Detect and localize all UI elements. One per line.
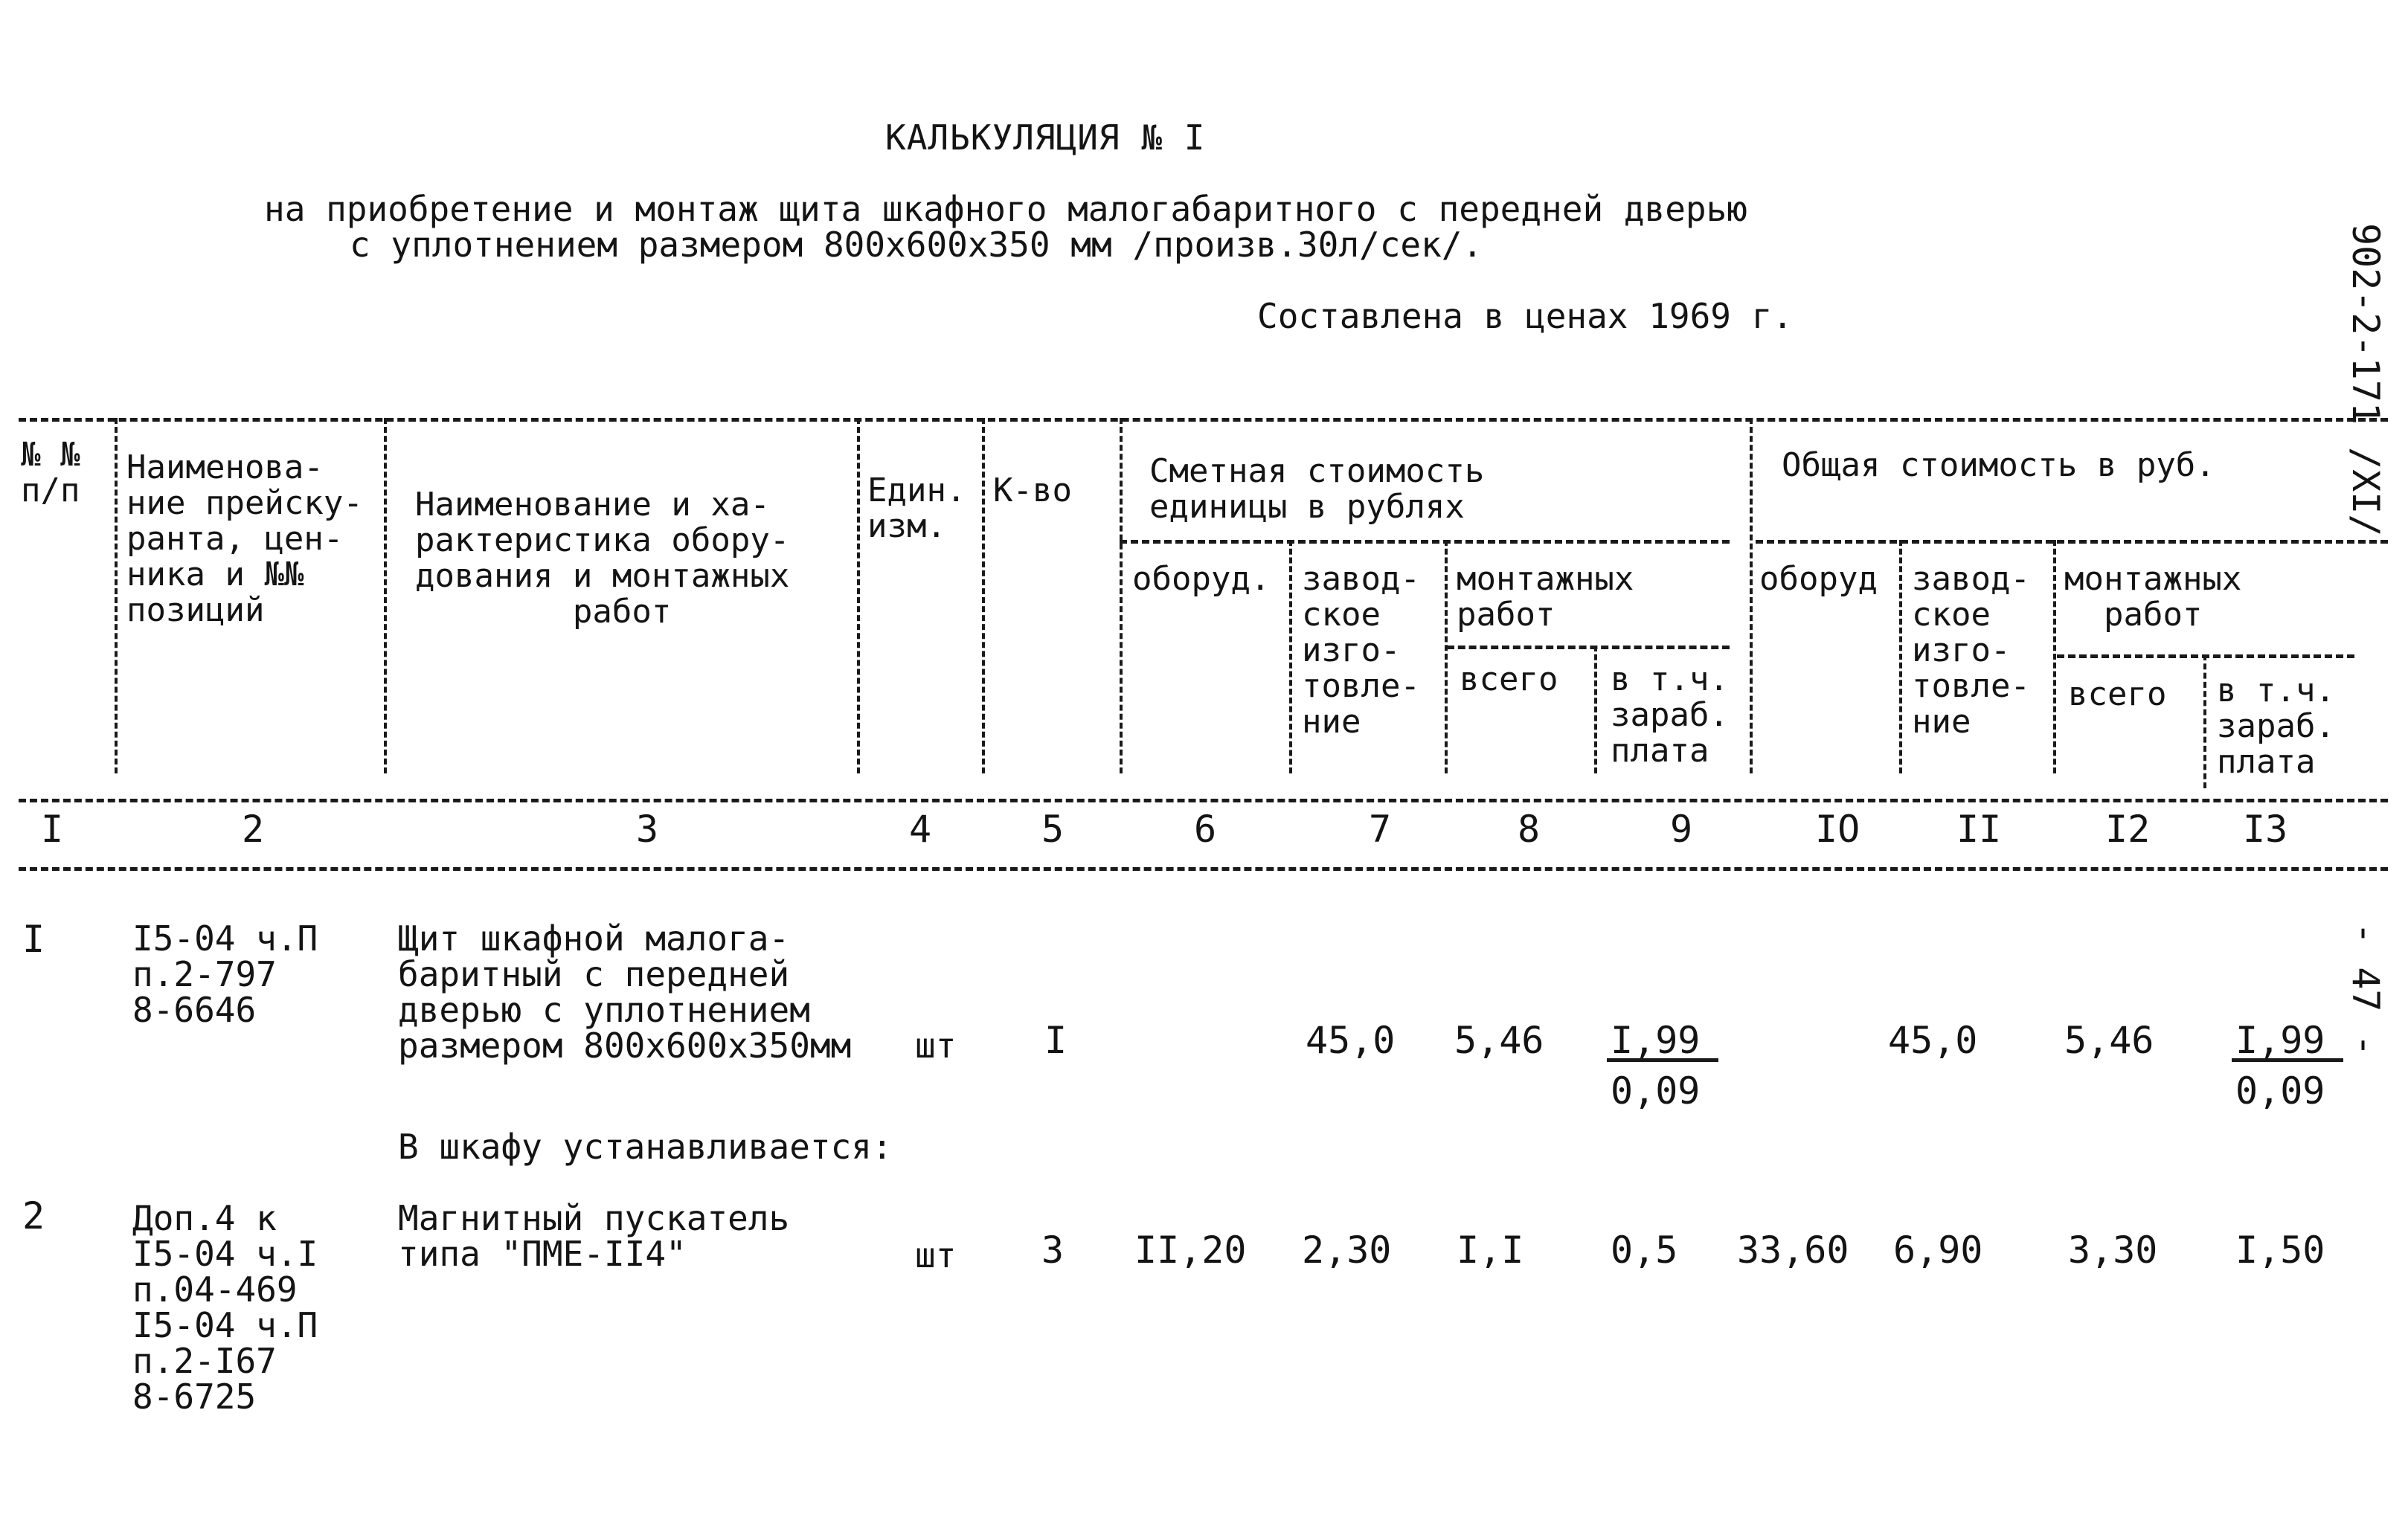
row1-wage-total-underline [2232, 1058, 2343, 1062]
col-number-4: 4 [909, 808, 932, 851]
row1-mount-all-total: 5,46 [2064, 1019, 2154, 1062]
col-number-3: 3 [636, 808, 659, 851]
prices-note: Составлена в ценах 1969 г. [1257, 296, 1794, 336]
header-mount-all-total: всего [2068, 675, 2167, 713]
header-quantity: К-во [993, 471, 1072, 509]
col-number-1: I [41, 808, 64, 851]
col-number-5: 5 [1041, 808, 1065, 851]
col-divider-1 [115, 418, 118, 773]
side-document-code: 902-2-171 /XI/ [2344, 223, 2387, 537]
header-mount-unit: монтажных работ [1457, 560, 1634, 634]
table-top-rule [19, 418, 2388, 422]
row1-pricelist-code: I5-04 ч.П п.2-797 8-6646 [132, 918, 318, 1030]
col-number-6: 6 [1194, 808, 1217, 851]
row1-factory-total: 45,0 [1888, 1019, 1978, 1062]
col-divider-3 [857, 418, 860, 773]
row1-mount-all-unit: 5,46 [1454, 1019, 1544, 1062]
row2-equip-total: 33,60 [1737, 1229, 1849, 1272]
col-number-9: 9 [1670, 808, 1693, 851]
row2-mount-wage-unit: 0,5 [1611, 1229, 1678, 1272]
row1-factory-unit: 45,0 [1306, 1019, 1396, 1062]
col-divider-4 [982, 418, 985, 773]
side-page-number: - 47 - [2344, 922, 2387, 1057]
col-divider-8 [1594, 646, 1597, 773]
row2-item-name: Магнитный пускатель типа "ПМЕ-II4" [398, 1198, 790, 1274]
header-factory-unit: завод- ское изго- товле- ние [1302, 560, 1420, 741]
row2-factory-total: 6,90 [1893, 1229, 1983, 1272]
row1-wage-unit-underline [1607, 1058, 1718, 1062]
row1-number: I [22, 918, 45, 961]
col-number-11: II [1956, 808, 2002, 851]
row2-mount-all-total: 3,30 [2068, 1229, 2158, 1272]
header-mount-wage-total: в т.ч. зараб. плата [2217, 672, 2335, 781]
header-mount-total: монтажных работ [2064, 560, 2242, 634]
row1-mount-wage-unit-sub: 0,09 [1611, 1069, 1701, 1113]
document-title: КАЛЬКУЛЯЦИЯ № I [885, 118, 1206, 158]
unit-mount-rule [1447, 646, 1730, 649]
header-unit: Един. изм. [867, 471, 966, 545]
row1-mount-wage-unit: I,99 [1611, 1019, 1701, 1062]
row1-unit: шт [915, 1026, 957, 1066]
col-divider-2 [384, 418, 387, 773]
row2-mount-wage-total: I,50 [2235, 1229, 2325, 1272]
row1-mount-wage-total: I,99 [2235, 1019, 2325, 1062]
col-number-7: 7 [1369, 808, 1392, 851]
row1-quantity: I [1044, 1019, 1067, 1062]
col-divider-6 [1289, 540, 1292, 773]
unit-group-rule [1120, 540, 1730, 544]
row2-equip-unit: II,20 [1134, 1229, 1247, 1272]
header-unit-cost-group: Сметная стоимость единицы в рублях [1149, 452, 1485, 526]
header-col-number: № № п/п [21, 436, 80, 509]
header-equip-total: оборуд [1759, 560, 1878, 598]
col-divider-12 [2203, 654, 2206, 788]
col-divider-11 [2053, 540, 2056, 773]
col-divider-10 [1899, 540, 1902, 773]
header-bottom-rule [19, 799, 2388, 802]
header-item-name: Наименование и ха- рактеристика обору- дования и монтажных работ [415, 486, 790, 631]
row2-mount-all-unit: I,I [1457, 1229, 1524, 1272]
col-divider-5 [1120, 418, 1123, 773]
row2-quantity: 3 [1041, 1229, 1065, 1272]
subtitle-line-2: с уплотнением размером 800х600х350 мм /произв.30л/сек/. [350, 225, 1483, 265]
row2-factory-unit: 2,30 [1302, 1229, 1392, 1272]
row1-mount-wage-total-sub: 0,09 [2235, 1069, 2325, 1113]
row2-pricelist-code: Доп.4 к I5-04 ч.I п.04-469 I5-04 ч.П п.2-I67 8-6725 [132, 1198, 318, 1417]
col-number-13: I3 [2243, 808, 2288, 851]
header-equip-unit: оборуд. [1132, 560, 1271, 598]
header-mount-all-unit: всего [1460, 660, 1558, 698]
header-factory-total: завод- ское изго- товле- ние [1912, 560, 2030, 741]
col-number-8: 8 [1518, 808, 1541, 851]
col-divider-7 [1445, 540, 1448, 773]
header-mount-wage-unit: в т.ч. зараб. плата [1611, 660, 1729, 770]
section-note: В шкафу устанавливается: [398, 1127, 893, 1167]
colnum-bottom-rule [19, 867, 2388, 871]
total-group-rule [1756, 540, 2388, 544]
row2-number: 2 [22, 1194, 45, 1237]
row2-unit: шт [915, 1235, 957, 1275]
header-pricelist: Наименова- ние прейску- ранта, цен- ника и №№ позиций [126, 448, 363, 629]
row1-item-name: Щит шкафной малога- баритный с передней дверью с уплотнением размером 800х600х350мм [398, 918, 852, 1066]
col-number-12: I2 [2105, 808, 2151, 851]
col-number-10: IO [1815, 808, 1860, 851]
col-divider-9 [1750, 418, 1753, 773]
col-number-2: 2 [242, 808, 265, 851]
subtitle-line-1: на приобретение и монтаж щита шкафного малогабаритного с передней дверью [264, 189, 1747, 229]
header-total-cost-group: Общая стоимость в руб. [1782, 446, 2215, 484]
